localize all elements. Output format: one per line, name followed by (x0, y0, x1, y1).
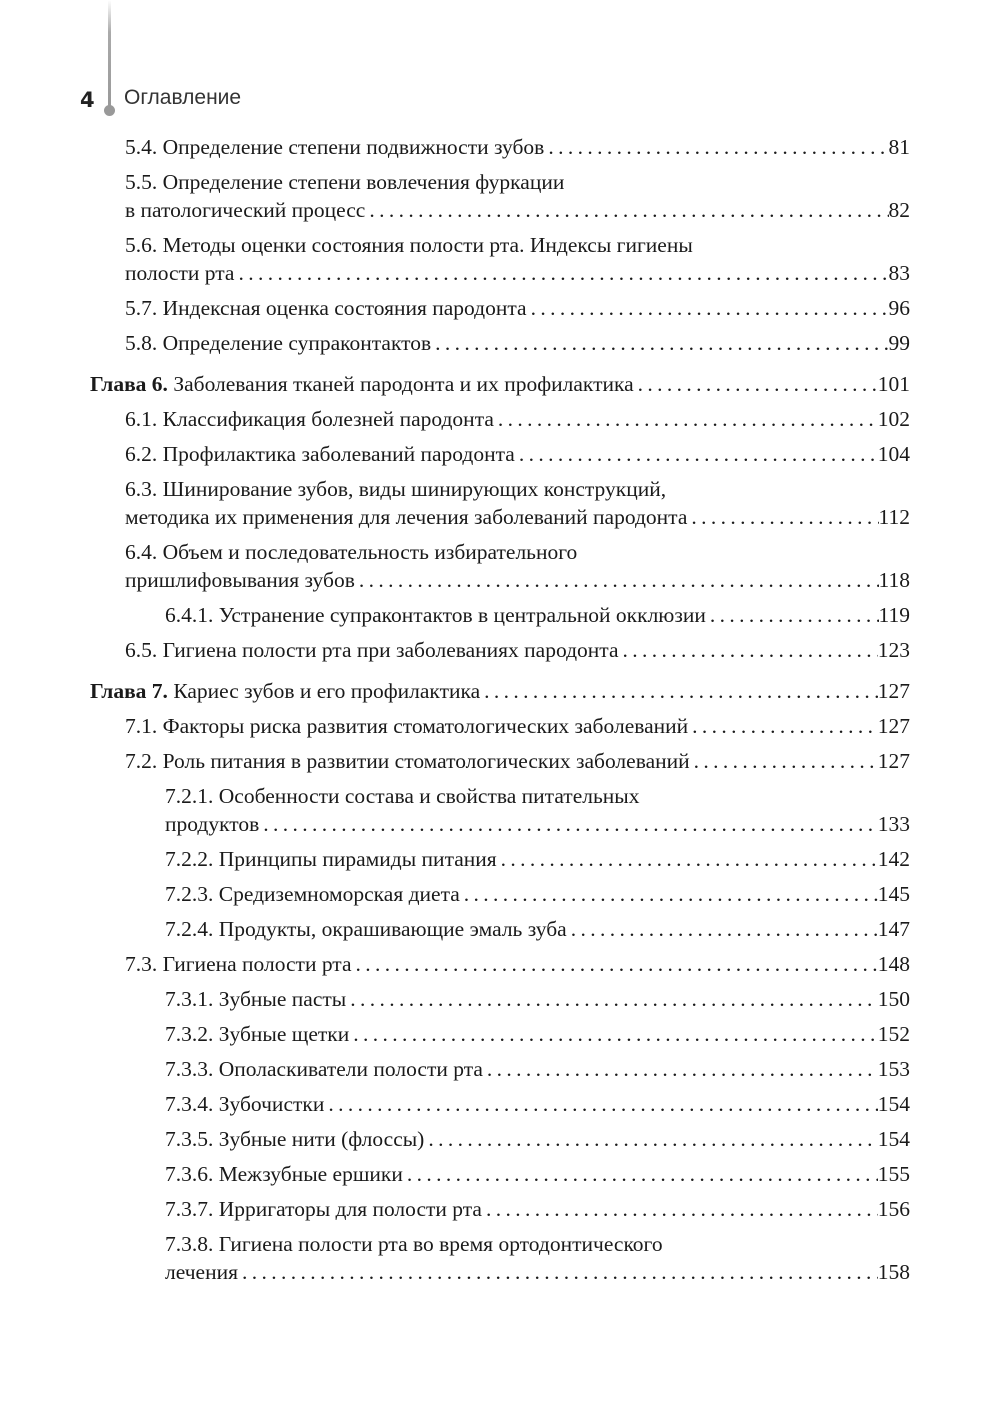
entry-title (165, 1195, 482, 1223)
toc-entry[interactable] (0, 231, 1000, 287)
dot-leader (497, 845, 878, 873)
toc-entry[interactable] (0, 1090, 1000, 1118)
toc-line (125, 475, 1000, 503)
toc-line (125, 503, 910, 531)
entry-page: 102 (877, 407, 910, 431)
toc-entry[interactable] (0, 1055, 1000, 1083)
entry-page: 118 (878, 568, 910, 592)
entry-title (125, 636, 619, 664)
toc-line (125, 133, 910, 161)
toc-line (125, 168, 1000, 196)
dot-leader (706, 601, 879, 629)
toc-line (125, 405, 910, 433)
entry-page: 82 (888, 198, 910, 222)
entry-page: 148 (877, 952, 910, 976)
entry-text: методика их применения для лечения заболеваний пародонта (125, 505, 688, 529)
entry-title (165, 985, 346, 1013)
dot-leader (352, 950, 878, 978)
dot-leader (234, 259, 888, 287)
toc-line (165, 1230, 1000, 1258)
toc-entry[interactable] (0, 782, 1000, 838)
entry-text: полости рта (125, 261, 235, 285)
dot-leader (515, 440, 878, 468)
toc-entry[interactable] (0, 747, 1000, 775)
toc-line (125, 294, 910, 322)
dot-leader (544, 133, 888, 161)
toc-entry[interactable] (0, 475, 1000, 531)
toc-entry[interactable] (0, 133, 1000, 161)
entry-text: 6.2. Профилактика заболеваний пародонта (125, 442, 515, 466)
entry-title (90, 677, 480, 705)
entry-page: 147 (877, 917, 910, 941)
entry-title (165, 810, 259, 838)
entry-text: Заболевания тканей пародонта и их профилактика (167, 372, 634, 396)
toc-line (125, 747, 910, 775)
entry-text: 7.3.7. Ирригаторы для полости рта (165, 1197, 482, 1221)
dot-leader (567, 915, 878, 943)
entry-text: Кариес зубов и его профилактика (167, 679, 481, 703)
entry-page: 127 (877, 679, 910, 703)
toc-line (165, 845, 910, 873)
dot-leader (365, 196, 888, 224)
dot-leader (634, 370, 878, 398)
entry-title (165, 1090, 324, 1118)
toc-entry[interactable] (0, 950, 1000, 978)
toc-line (165, 1195, 910, 1223)
entry-title (165, 1160, 403, 1188)
entry-page: 112 (878, 505, 910, 529)
toc-line (125, 440, 910, 468)
toc-entry[interactable] (0, 1195, 1000, 1223)
toc-line (165, 601, 910, 629)
entry-page: 119 (878, 603, 910, 627)
dot-leader (346, 985, 878, 1013)
entry-page: 150 (877, 987, 910, 1011)
entry-title (165, 784, 639, 808)
entry-title (125, 196, 365, 224)
dot-leader (403, 1160, 878, 1188)
entry-text: 7.3.4. Зубочистки (165, 1092, 325, 1116)
toc-entry[interactable] (0, 880, 1000, 908)
entry-text: 7.2.1. Особенности состава и свойства питательных (165, 784, 640, 808)
entry-page: 96 (888, 296, 910, 320)
toc-line (165, 880, 910, 908)
toc-entry[interactable] (0, 168, 1000, 224)
entry-title (165, 1125, 424, 1153)
entry-title (125, 477, 666, 501)
toc-entry[interactable] (0, 1125, 1000, 1153)
dot-leader (238, 1258, 878, 1286)
entry-text: 5.5. Определение степени вовлечения фуркации (125, 170, 565, 194)
toc-line (125, 231, 1000, 259)
dot-leader (349, 1020, 878, 1048)
toc-entry[interactable] (0, 712, 1000, 740)
dot-leader (431, 329, 888, 357)
header-dot (104, 105, 115, 116)
entry-title (125, 329, 431, 357)
entry-title (165, 1258, 238, 1286)
dot-leader (483, 1055, 878, 1083)
toc-entry[interactable] (0, 1230, 1000, 1286)
dot-leader (482, 1195, 878, 1223)
entry-text: 6.4. Объем и последовательность избирательного (125, 540, 578, 564)
entry-page: 158 (877, 1260, 910, 1284)
toc-entry[interactable] (0, 1160, 1000, 1188)
entry-title (90, 370, 634, 398)
toc-line (125, 538, 1000, 566)
toc-entry[interactable] (0, 1020, 1000, 1048)
table-of-contents (0, 133, 1000, 1293)
entry-page: 152 (877, 1022, 910, 1046)
toc-line (90, 370, 910, 398)
entry-page: 153 (877, 1057, 910, 1081)
entry-text: 5.7. Индексная оценка состояния пародонта (125, 296, 527, 320)
entry-page: 154 (877, 1092, 910, 1116)
entry-title (125, 233, 693, 257)
toc-entry[interactable] (0, 985, 1000, 1013)
entry-text: 6.5. Гигиена полости рта при заболеваниях пародонта (125, 638, 619, 662)
entry-title (125, 503, 687, 531)
toc-line (165, 810, 910, 838)
entry-page: 81 (888, 135, 910, 159)
dot-leader (460, 880, 878, 908)
entry-text: 7.1. Факторы риска развития стоматологических заболеваний (125, 714, 689, 738)
toc-entry[interactable] (0, 405, 1000, 433)
entry-title (125, 133, 544, 161)
entry-title (125, 540, 577, 564)
entry-page: 155 (877, 1162, 910, 1186)
entry-page: 133 (877, 812, 910, 836)
toc-chapter[interactable] (0, 370, 1000, 398)
entry-page: 104 (877, 442, 910, 466)
toc-line (90, 677, 910, 705)
toc-entry[interactable] (0, 845, 1000, 873)
toc-line (165, 1160, 910, 1188)
header-rule (108, 0, 111, 108)
dot-leader (324, 1090, 877, 1118)
entry-text: 7.3.8. Гигиена полости рта во время ортодонтического (165, 1232, 663, 1256)
entry-title (165, 915, 567, 943)
entry-page: 123 (877, 638, 910, 662)
toc-entry[interactable] (0, 601, 1000, 629)
toc-entry[interactable] (0, 440, 1000, 468)
entry-title (125, 747, 690, 775)
toc-line (165, 915, 910, 943)
page-number: 4 (80, 88, 95, 112)
dot-leader (494, 405, 878, 433)
entry-text: 5.6. Методы оценки состояния полости рта. Индексы гигиены (125, 233, 693, 257)
entry-title (125, 405, 494, 433)
toc-line (165, 1090, 910, 1118)
entry-page: 127 (877, 749, 910, 773)
entry-text: 6.3. Шинирование зубов, виды шинирующих конструкций, (125, 477, 667, 501)
entry-text: пришлифовывания зубов (125, 568, 355, 592)
toc-line (165, 1125, 910, 1153)
entry-text: 7.3.1. Зубные пасты (165, 987, 347, 1011)
toc-line (125, 329, 910, 357)
toc-line (165, 1020, 910, 1048)
dot-leader (688, 712, 878, 740)
dot-leader (480, 677, 878, 705)
toc-line (125, 712, 910, 740)
dot-leader (687, 503, 878, 531)
toc-line (125, 259, 910, 287)
entry-text: 7.3.5. Зубные нити (флоссы) (165, 1127, 425, 1151)
entry-title (125, 712, 688, 740)
entry-text: 5.8. Определение супраконтактов (125, 331, 432, 355)
toc-entry[interactable] (0, 636, 1000, 664)
entry-text: 6.4.1. Устранение супраконтактов в центральной окклюзии (165, 603, 706, 627)
dot-leader (690, 747, 878, 775)
toc-line (165, 1055, 910, 1083)
entry-text: 7.3.6. Межзубные ершики (165, 1162, 403, 1186)
entry-text: лечения (165, 1260, 238, 1284)
toc-line (125, 196, 910, 224)
entry-text: продуктов (165, 812, 260, 836)
chapter-label: Глава 7. (90, 679, 168, 703)
dot-leader (259, 810, 877, 838)
entry-text: 7.2.3. Средиземноморская диета (165, 882, 460, 906)
entry-title (165, 1055, 483, 1083)
toc-entry[interactable] (0, 329, 1000, 357)
entry-text: 7.3.3. Ополаскиватели полости рта (165, 1057, 483, 1081)
entry-title (165, 1020, 349, 1048)
dot-leader (355, 566, 879, 594)
entry-page: 83 (888, 261, 910, 285)
dot-leader (424, 1125, 877, 1153)
entry-title (125, 566, 355, 594)
entry-title (125, 170, 564, 194)
toc-line (165, 1258, 910, 1286)
entry-title (125, 950, 352, 978)
dot-leader (527, 294, 889, 322)
toc-entry[interactable] (0, 538, 1000, 594)
entry-text: 6.1. Классификация болезней пародонта (125, 407, 494, 431)
entry-page: 99 (888, 331, 910, 355)
toc-line (125, 566, 910, 594)
entry-text: 7.3. Гигиена полости рта (125, 952, 352, 976)
toc-entry[interactable] (0, 294, 1000, 322)
toc-entry[interactable] (0, 915, 1000, 943)
toc-line (125, 636, 910, 664)
toc-line (165, 985, 910, 1013)
toc-line (165, 782, 1000, 810)
entry-text: 7.2.2. Принципы пирамиды питания (165, 847, 497, 871)
entry-text: 7.2.4. Продукты, окрашивающие эмаль зуба (165, 917, 567, 941)
entry-title (125, 440, 515, 468)
dot-leader (619, 636, 878, 664)
entry-page: 142 (877, 847, 910, 871)
entry-title (165, 845, 497, 873)
entry-title (125, 259, 234, 287)
entry-page: 127 (877, 714, 910, 738)
entry-page: 101 (877, 372, 910, 396)
entry-title (165, 880, 460, 908)
entry-title (165, 1232, 663, 1256)
entry-page: 154 (877, 1127, 910, 1151)
toc-line (125, 950, 910, 978)
entry-text: 7.2. Роль питания в развитии стоматологических заболеваний (125, 749, 690, 773)
entry-text: 7.3.2. Зубные щетки (165, 1022, 350, 1046)
entry-text: 5.4. Определение степени подвижности зубов (125, 135, 545, 159)
entry-title (165, 601, 706, 629)
entry-text: в патологический процесс (125, 198, 366, 222)
chapter-label: Глава 6. (90, 372, 168, 396)
entry-title (125, 294, 527, 322)
entry-page: 156 (877, 1197, 910, 1221)
entry-page: 145 (877, 882, 910, 906)
running-title: Оглавление (124, 86, 242, 109)
toc-chapter[interactable] (0, 677, 1000, 705)
